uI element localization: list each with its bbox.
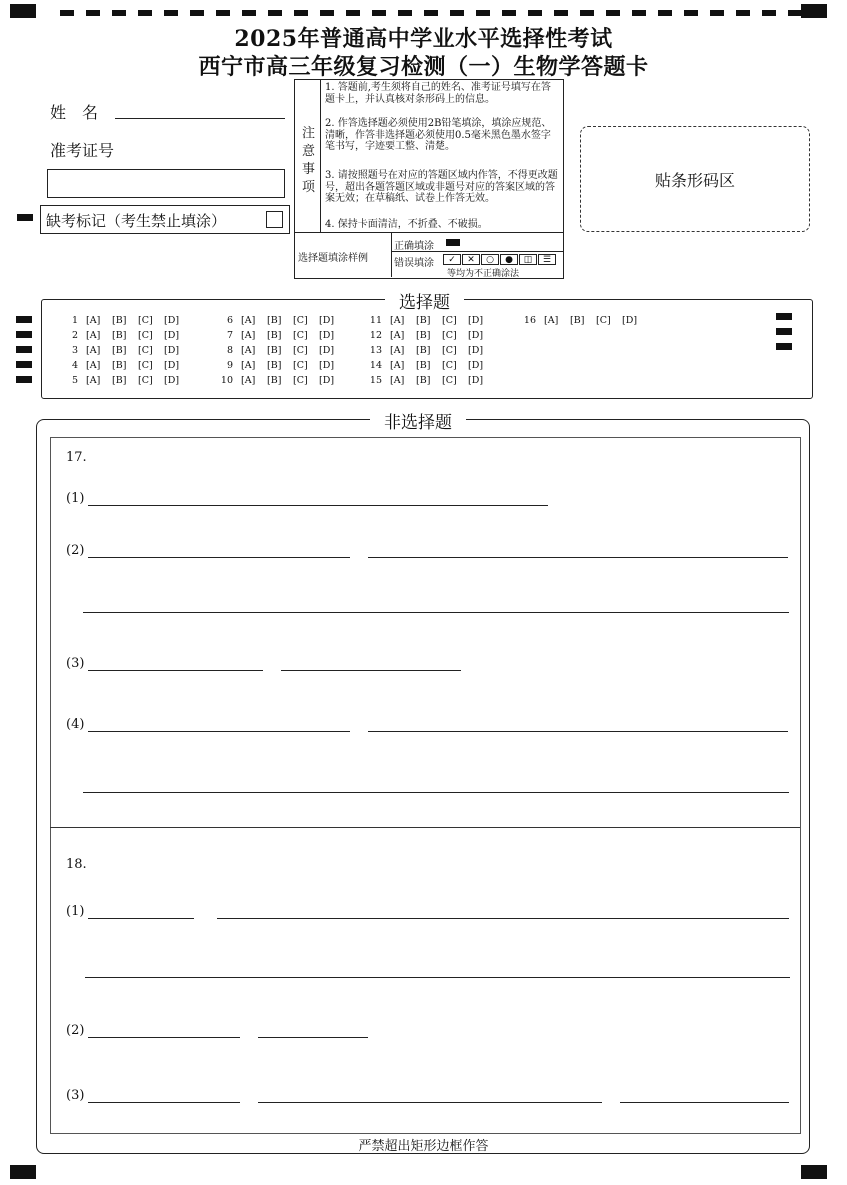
timing-dash [398, 10, 412, 16]
timing-dash [762, 10, 776, 16]
mc-option-bubble[interactable]: [A] [241, 315, 256, 326]
mc-question-number: 3 [71, 345, 78, 356]
mc-option-bubble[interactable]: [C] [138, 360, 153, 371]
mc-question-number: 2 [71, 330, 78, 341]
mc-option-bubble[interactable]: [D] [319, 330, 335, 341]
q18-part-1-label: (1) [66, 904, 85, 919]
timing-dash [294, 10, 308, 16]
notice-item-3: 3. 请按照题号在对应的答题区域内作答，不得更改题号，超出各题答题区域或非题号对应的答案区域的答案无效；在草稿纸、试卷上作答无效。 [325, 170, 558, 204]
timing-dash [320, 10, 334, 16]
mc-option-bubble[interactable]: [C] [138, 375, 153, 386]
sample-row-divider [391, 251, 563, 252]
mc-option-bubble[interactable]: [A] [86, 315, 101, 326]
mc-option-bubble[interactable]: [C] [138, 330, 153, 341]
mc-question-7 [215, 330, 345, 341]
timing-dash [658, 10, 672, 16]
timing-dash [346, 10, 360, 16]
notice-item-4: 4. 保持卡面清洁，不折叠、不破损。 [325, 219, 488, 230]
mc-question-10 [215, 375, 345, 386]
mc-option-bubble[interactable]: [B] [416, 330, 431, 341]
timing-dash [138, 10, 152, 16]
q18-part-1-answer-c[interactable] [85, 977, 790, 978]
mc-option-bubble[interactable]: [C] [293, 330, 308, 341]
q18-part-2-label: (2) [66, 1023, 85, 1038]
mc-option-bubble[interactable]: [D] [164, 315, 180, 326]
mc-option-bubble[interactable]: [A] [241, 345, 256, 356]
timing-dash [450, 10, 464, 16]
q17-part-2-answer-b[interactable] [368, 557, 788, 558]
wrong-fill-label: 错误填涂 [394, 258, 434, 269]
correct-fill-label: 正确填涂 [394, 241, 434, 252]
notice-item-2: 2. 作答选择题必须使用2B铅笔填涂，填涂应规范、清晰，作答非选择题必须使用0.5毫米黑色墨水签字笔书写，字迹要工整、清楚。 [325, 118, 552, 152]
mc-option-bubble[interactable]: [D] [319, 375, 335, 386]
mc-question-number: 12 [369, 330, 382, 341]
q17-part-4-label: (4) [66, 717, 85, 732]
q18-part-3-answer-b[interactable] [258, 1102, 602, 1103]
mc-option-bubble[interactable]: [B] [112, 360, 127, 371]
sample-divider [391, 232, 392, 277]
q17-part-1-answer[interactable] [88, 505, 548, 506]
q18-part-1-answer-a[interactable] [88, 918, 194, 919]
mc-question-6 [215, 315, 345, 326]
check-mark-sample-icon: ✓ [443, 254, 461, 265]
timing-dash [164, 10, 178, 16]
mc-timing-mark-left [16, 331, 32, 338]
mc-question-number: 5 [71, 375, 78, 386]
mc-question-number: 9 [226, 360, 233, 371]
timing-dash [60, 10, 74, 16]
mc-option-bubble[interactable]: [A] [86, 330, 101, 341]
mc-question-9 [215, 360, 345, 371]
mc-option-bubble[interactable]: [D] [622, 315, 638, 326]
page-title-line2: 西宁市高三年级复习检测（一）生物学答题卡 [198, 54, 649, 80]
mc-question-number: 1 [71, 315, 78, 326]
mc-question-13 [364, 345, 494, 356]
mc-option-bubble[interactable]: [A] [86, 345, 101, 356]
mc-option-bubble[interactable]: [A] [390, 345, 405, 356]
mc-option-bubble[interactable]: [C] [442, 375, 457, 386]
wrong-fill-samples [443, 254, 556, 265]
timing-dash [502, 10, 516, 16]
mc-option-bubble[interactable]: [D] [164, 330, 180, 341]
mc-option-bubble[interactable]: [D] [164, 345, 180, 356]
mc-question-15 [364, 375, 494, 386]
timing-dash [528, 10, 542, 16]
mc-timing-mark-left [16, 361, 32, 368]
corner-mark-bottom-right [801, 1165, 827, 1179]
lines-sample-icon: ☰ [538, 254, 556, 265]
corner-mark-top-left [10, 4, 36, 18]
q17-part-3-label: (3) [66, 656, 85, 671]
mc-option-bubble[interactable]: [B] [112, 345, 127, 356]
q17-part-4-answer-c[interactable] [83, 792, 789, 793]
timing-dash [476, 10, 490, 16]
mc-option-bubble[interactable]: [D] [319, 315, 335, 326]
mc-question-number: 14 [369, 360, 382, 371]
mc-option-bubble[interactable]: [A] [544, 315, 559, 326]
page-title-line1: 2025年普通高中学业水平选择性考试 [234, 26, 613, 52]
q17-part-2-answer-a[interactable] [88, 557, 350, 558]
mc-option-bubble[interactable]: [B] [570, 315, 585, 326]
corner-mark-bottom-left [10, 1165, 36, 1179]
timing-dash [788, 10, 802, 16]
free-section-title: 非选择题 [370, 408, 466, 433]
mc-option-bubble[interactable]: [D] [468, 375, 484, 386]
mc-option-bubble[interactable]: [D] [164, 375, 180, 386]
id-field[interactable] [47, 169, 285, 198]
mc-option-bubble[interactable]: [A] [241, 360, 256, 371]
q18-part-3-label: (3) [66, 1088, 85, 1103]
mc-option-bubble[interactable]: [A] [86, 375, 101, 386]
mc-option-bubble[interactable]: [C] [138, 315, 153, 326]
mc-option-bubble[interactable]: [A] [86, 360, 101, 371]
wrong-fill-note: 等均为不正确涂法 [447, 269, 520, 279]
mc-option-bubble[interactable]: [B] [416, 375, 431, 386]
corner-mark-top-right [801, 4, 827, 18]
mc-option-bubble[interactable]: [A] [241, 330, 256, 341]
timing-dash [554, 10, 568, 16]
mc-timing-mark-left [16, 316, 32, 323]
filled-dot-sample-icon: ● [500, 254, 518, 265]
timing-dash [216, 10, 230, 16]
mc-option-bubble[interactable]: [B] [267, 360, 282, 371]
mc-option-bubble[interactable]: [C] [138, 345, 153, 356]
mc-option-bubble[interactable]: [A] [241, 375, 256, 386]
mc-option-bubble[interactable]: [C] [596, 315, 611, 326]
notice-label: 注意事项 [302, 126, 316, 195]
timing-dash [190, 10, 204, 16]
absent-timing-mark [17, 214, 33, 221]
timing-dash [736, 10, 750, 16]
q17-part-3-answer-a[interactable] [88, 670, 263, 671]
mc-option-bubble[interactable]: [C] [442, 315, 457, 326]
free-section-inner [50, 437, 801, 1134]
timing-dash [268, 10, 282, 16]
mc-option-bubble[interactable]: [B] [112, 330, 127, 341]
mc-question-number: 4 [71, 360, 78, 371]
timing-dash [710, 10, 724, 16]
mc-timing-mark-left [16, 376, 32, 383]
mc-option-bubble[interactable]: [B] [416, 315, 431, 326]
mc-question-number: 13 [369, 345, 382, 356]
mc-option-bubble[interactable]: [A] [390, 360, 405, 371]
mc-question-4 [60, 360, 190, 371]
notice-divider-vertical [320, 79, 321, 232]
mc-timing-mark-right [776, 343, 792, 350]
mc-option-bubble[interactable]: [D] [468, 345, 484, 356]
mc-question-number: 15 [369, 375, 382, 386]
mc-option-bubble[interactable]: [C] [293, 360, 308, 371]
mc-option-bubble[interactable]: [D] [319, 360, 335, 371]
mc-option-bubble[interactable]: [D] [319, 345, 335, 356]
mc-question-number: 8 [226, 345, 233, 356]
absent-mark-checkbox[interactable] [266, 211, 283, 228]
mc-question-12 [364, 330, 494, 341]
q17-part-2-answer-c[interactable] [83, 612, 789, 613]
timing-dash [580, 10, 594, 16]
q17-part-1-label: (1) [66, 491, 85, 506]
mc-option-bubble[interactable]: [B] [416, 345, 431, 356]
mc-option-bubble[interactable]: [B] [416, 360, 431, 371]
mc-option-bubble[interactable]: [C] [442, 345, 457, 356]
timing-dash [112, 10, 126, 16]
mc-option-bubble[interactable]: [D] [468, 360, 484, 371]
mc-option-bubble[interactable]: [B] [267, 345, 282, 356]
mc-option-bubble[interactable]: [B] [267, 375, 282, 386]
mc-question-number: 7 [226, 330, 233, 341]
mc-section-title: 选择题 [385, 288, 464, 313]
mc-timing-mark-left [16, 346, 32, 353]
mc-option-bubble[interactable]: [C] [442, 330, 457, 341]
q18-part-2-answer-b[interactable] [258, 1037, 368, 1038]
correct-fill-sample [446, 239, 460, 246]
q18-part-2-answer-a[interactable] [88, 1037, 240, 1038]
absent-mark-label: 缺考标记（考生禁止填涂） [46, 212, 227, 230]
q17-part-2-label: (2) [66, 543, 85, 558]
timing-dash [86, 10, 100, 16]
timing-dash [242, 10, 256, 16]
mc-option-bubble[interactable]: [B] [112, 315, 127, 326]
mc-option-bubble[interactable]: [D] [164, 360, 180, 371]
name-label: 姓 名 [50, 103, 99, 122]
q18-number: 18. [66, 857, 87, 872]
question-divider [50, 827, 800, 828]
mc-question-8 [215, 345, 345, 356]
name-field[interactable] [115, 118, 285, 119]
notice-divider-horizontal [294, 232, 563, 233]
q17-part-4-answer-a[interactable] [88, 731, 350, 732]
mc-option-bubble[interactable]: [C] [442, 360, 457, 371]
mc-timing-mark-right [776, 313, 792, 320]
mc-option-bubble[interactable]: [C] [293, 375, 308, 386]
mc-option-bubble[interactable]: [B] [267, 330, 282, 341]
q18-part-3-answer-c[interactable] [620, 1102, 789, 1103]
cross-mark-sample-icon: ✕ [462, 254, 480, 265]
timing-dash [632, 10, 646, 16]
mc-question-11 [364, 315, 494, 326]
q18-part-1-answer-b[interactable] [217, 918, 789, 919]
timing-dash [684, 10, 698, 16]
footer-warning: 严禁超出矩形边框作答 [358, 1139, 489, 1154]
mc-question-14 [364, 360, 494, 371]
sample-label: 选择题填涂样例 [298, 253, 368, 264]
notice-item-1: 1. 答题前,考生须将自己的姓名、准考证号填写在答题卡上，并认真核对条形码上的信息。 [325, 82, 551, 105]
mc-question-1 [60, 315, 190, 326]
mc-question-number: 11 [369, 315, 382, 326]
q17-number: 17. [66, 450, 87, 465]
mc-question-16 [518, 315, 648, 326]
mc-question-3 [60, 345, 190, 356]
mc-option-bubble[interactable]: [C] [293, 345, 308, 356]
mc-option-bubble[interactable]: [A] [390, 330, 405, 341]
mc-question-5 [60, 375, 190, 386]
timing-dash [424, 10, 438, 16]
partial-fill-sample-icon: ◫ [519, 254, 537, 265]
mc-question-2 [60, 330, 190, 341]
timing-dash [606, 10, 620, 16]
mc-option-bubble[interactable]: [B] [112, 375, 127, 386]
q17-part-3-answer-b[interactable] [281, 670, 461, 671]
mc-option-bubble[interactable]: [D] [468, 315, 484, 326]
mc-question-number: 16 [523, 315, 536, 326]
mc-question-number: 6 [226, 315, 233, 326]
mc-timing-mark-right [776, 328, 792, 335]
mc-option-bubble[interactable]: [A] [390, 375, 405, 386]
circle-sample-icon: ○ [481, 254, 499, 265]
mc-option-bubble[interactable]: [D] [468, 330, 484, 341]
q18-part-3-answer-a[interactable] [88, 1102, 240, 1103]
id-label: 准考证号 [50, 141, 115, 160]
q17-part-4-answer-b[interactable] [368, 731, 788, 732]
mc-option-bubble[interactable]: [A] [390, 315, 405, 326]
timing-dash [372, 10, 386, 16]
mc-option-bubble[interactable]: [B] [267, 315, 282, 326]
barcode-label: 贴条形码区 [654, 171, 735, 190]
mc-question-number: 10 [220, 375, 233, 386]
mc-option-bubble[interactable]: [C] [293, 315, 308, 326]
